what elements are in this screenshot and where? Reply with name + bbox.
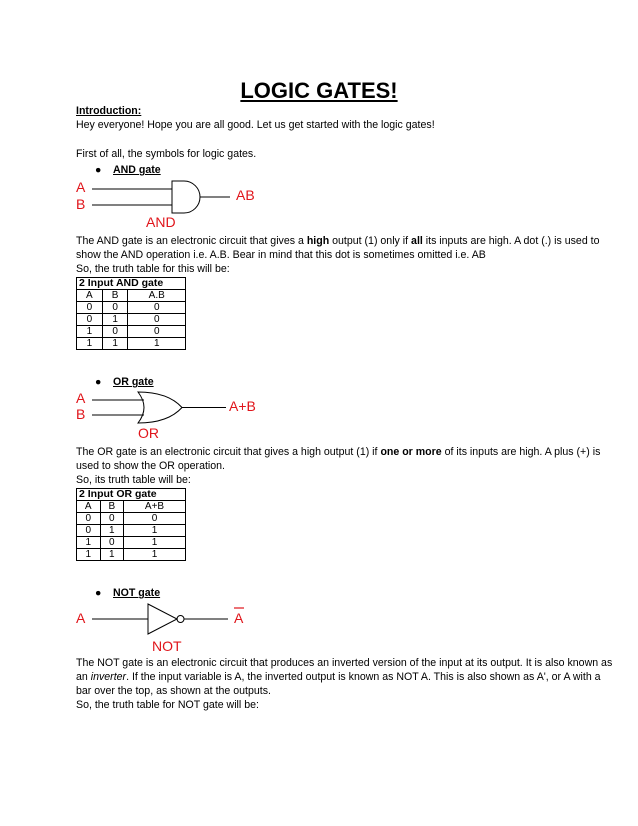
- column-header: B: [100, 501, 124, 513]
- table-row: [77, 314, 186, 326]
- table-cell: 1: [128, 338, 186, 350]
- not-gate-label: NOT gate: [113, 587, 161, 599]
- or-input-a-label: A: [76, 390, 86, 406]
- table-cell: 1: [100, 549, 124, 561]
- or-desc-3: So, its truth table will be:: [76, 474, 191, 486]
- not-gate-symbol: [76, 603, 266, 655]
- table-cell: 1: [77, 537, 101, 549]
- or-desc-2: used to show the OR operation.: [76, 460, 225, 472]
- table-cell: 1: [77, 549, 101, 561]
- intro-line-1: Hey everyone! Hope you are all good. Let us get started with the logic gates!: [76, 119, 435, 131]
- and-input-b-label: B: [76, 196, 86, 212]
- or-desc-1: The OR gate is an electronic circuit that gives a high output (1) if one or more of its inputs are high. A plus (+) is: [76, 446, 601, 458]
- table-cell: 0: [77, 513, 101, 525]
- table-cell: 0: [77, 314, 103, 326]
- intro-line-2: First of all, the symbols for logic gates.: [76, 148, 257, 160]
- table-row: [77, 338, 186, 350]
- not-caption: NOT: [152, 638, 182, 654]
- table-row: [77, 525, 186, 537]
- table-header: 2 Input OR gate: [77, 489, 186, 501]
- or-caption: OR: [138, 425, 159, 441]
- table-cell: 1: [100, 525, 124, 537]
- and-output-label: AB: [236, 187, 255, 203]
- not-input-a-label: A: [76, 610, 86, 626]
- column-header: B: [102, 290, 128, 302]
- or-input-b-label: B: [76, 406, 86, 422]
- table-row: [77, 537, 186, 549]
- table-row: [77, 326, 186, 338]
- intro-heading: Introduction:: [76, 105, 142, 117]
- table-cell: 0: [77, 525, 101, 537]
- and-desc-1: The AND gate is an electronic circuit that gives a high output (1) only if all its inputs are high. A dot (.) is used to: [76, 235, 600, 247]
- and-desc-2: show the AND operation i.e. A.B. Bear in mind that this dot is sometimes omitted i.e. AB: [76, 249, 486, 261]
- and-desc-3: So, the truth table for this will be:: [76, 263, 230, 275]
- table-cell: 0: [102, 302, 128, 314]
- not-desc-1: The NOT gate is an electronic circuit that produces an inverted version of the input at its output. It is also known as: [76, 657, 613, 669]
- not-desc-4: So, the truth table for NOT gate will be:: [76, 699, 259, 711]
- table-header: 2 Input AND gate: [77, 278, 186, 290]
- table-row: [77, 513, 186, 525]
- table-cell: 1: [102, 338, 128, 350]
- table-cell: 1: [124, 549, 186, 561]
- table-cell: 0: [100, 537, 124, 549]
- or-output-label: A+B: [229, 398, 256, 414]
- column-header: A+B: [124, 501, 186, 513]
- or-gate-symbol: [76, 389, 276, 441]
- and-truth-table: [76, 277, 186, 350]
- bullet-dot: ●: [95, 164, 102, 176]
- table-cell: 1: [77, 338, 103, 350]
- table-row: [77, 549, 186, 561]
- table-cell: 0: [124, 513, 186, 525]
- not-output-label: A: [234, 610, 244, 626]
- not-desc-3: bar over the top, as shown at the outputs.: [76, 685, 271, 697]
- or-gate-label: OR gate: [113, 376, 154, 388]
- column-header: A.B: [128, 290, 186, 302]
- bullet-dot: ●: [95, 376, 102, 388]
- and-caption: AND: [146, 214, 176, 229]
- table-cell: 1: [102, 314, 128, 326]
- table-cell: 0: [77, 302, 103, 314]
- table-cell: 0: [100, 513, 124, 525]
- table-row: [77, 302, 186, 314]
- and-gate-symbol: [76, 177, 266, 229]
- column-header: A: [77, 290, 103, 302]
- table-cell: 0: [102, 326, 128, 338]
- table-cell: 0: [128, 314, 186, 326]
- not-desc-2: an inverter. If the input variable is A, the inverted output is known as NOT A. This is also shown as A', or A with a: [76, 671, 601, 683]
- column-header: A: [77, 501, 101, 513]
- and-gate-label: AND gate: [113, 164, 161, 176]
- table-cell: 1: [77, 326, 103, 338]
- page-title: LOGIC GATES!: [240, 78, 398, 103]
- table-cell: 0: [128, 326, 186, 338]
- table-cell: 0: [128, 302, 186, 314]
- table-cell: 1: [124, 537, 186, 549]
- or-truth-table: [76, 488, 186, 561]
- table-cell: 1: [124, 525, 186, 537]
- bullet-dot: ●: [95, 587, 102, 599]
- and-input-a-label: A: [76, 179, 86, 195]
